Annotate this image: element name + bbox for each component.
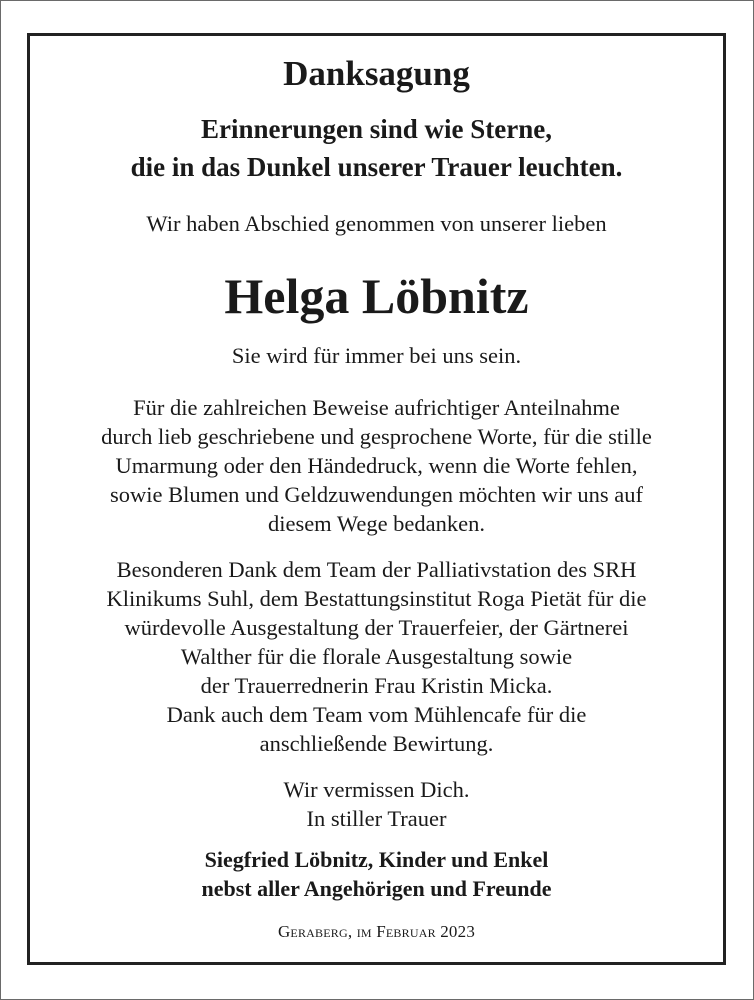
signers-line-2: nebst aller Angehörigen und Freunde (201, 876, 552, 901)
obituary-frame (27, 33, 726, 965)
special-thanks-line: der Trauerrednerin Frau Kristin Micka. (200, 673, 553, 698)
special-thanks-line: anschließende Bewirtung. (259, 731, 494, 756)
special-thanks-line: Klinikums Suhl, dem Bestattungsinstitut Roga Pietät für die (106, 586, 647, 611)
intro-text: Wir haben Abschied genommen von unserer lieben (146, 211, 607, 236)
heading: Danksagung (283, 54, 470, 93)
motto-line-2: die in das Dunkel unserer Trauer leuchten. (130, 152, 623, 182)
thanks-line: Umarmung oder den Händedruck, wenn die Worte fehlen, (115, 453, 638, 478)
thanks-line: Für die zahlreichen Beweise aufrichtiger Anteilnahme (133, 395, 620, 420)
signers-line-1: Siegfried Löbnitz, Kinder und Enkel (204, 847, 549, 872)
thanks-line: diesem Wege bedanken. (267, 511, 486, 536)
closing-line-2: In stiller Trauer (306, 806, 447, 831)
closing-line-1: Wir vermissen Dich. (283, 777, 470, 802)
special-thanks-line: Besonderen Dank dem Team der Palliativstation des SRH (116, 557, 637, 582)
motto-line-1: Erinnerungen sind wie Sterne, (200, 114, 553, 144)
special-thanks-line: Dank auch dem Team vom Mühlencafe für die (166, 702, 587, 727)
thanks-line: durch lieb geschriebene und gesprochene Worte, für die stille (101, 424, 652, 449)
deceased-name: Helga Löbnitz (224, 268, 529, 324)
special-thanks-line: Walther für die florale Ausgestaltung sowie (180, 644, 573, 669)
thanks-line: sowie Blumen und Geldzuwendungen möchten wir uns auf (109, 482, 643, 507)
special-thanks-line: würdevolle Ausgestaltung der Trauerfeier, der Gärtnerei (124, 615, 629, 640)
place-date: Geraberg, im Februar 2023 (277, 922, 476, 941)
subtitle-text: Sie wird für immer bei uns sein. (231, 343, 522, 368)
